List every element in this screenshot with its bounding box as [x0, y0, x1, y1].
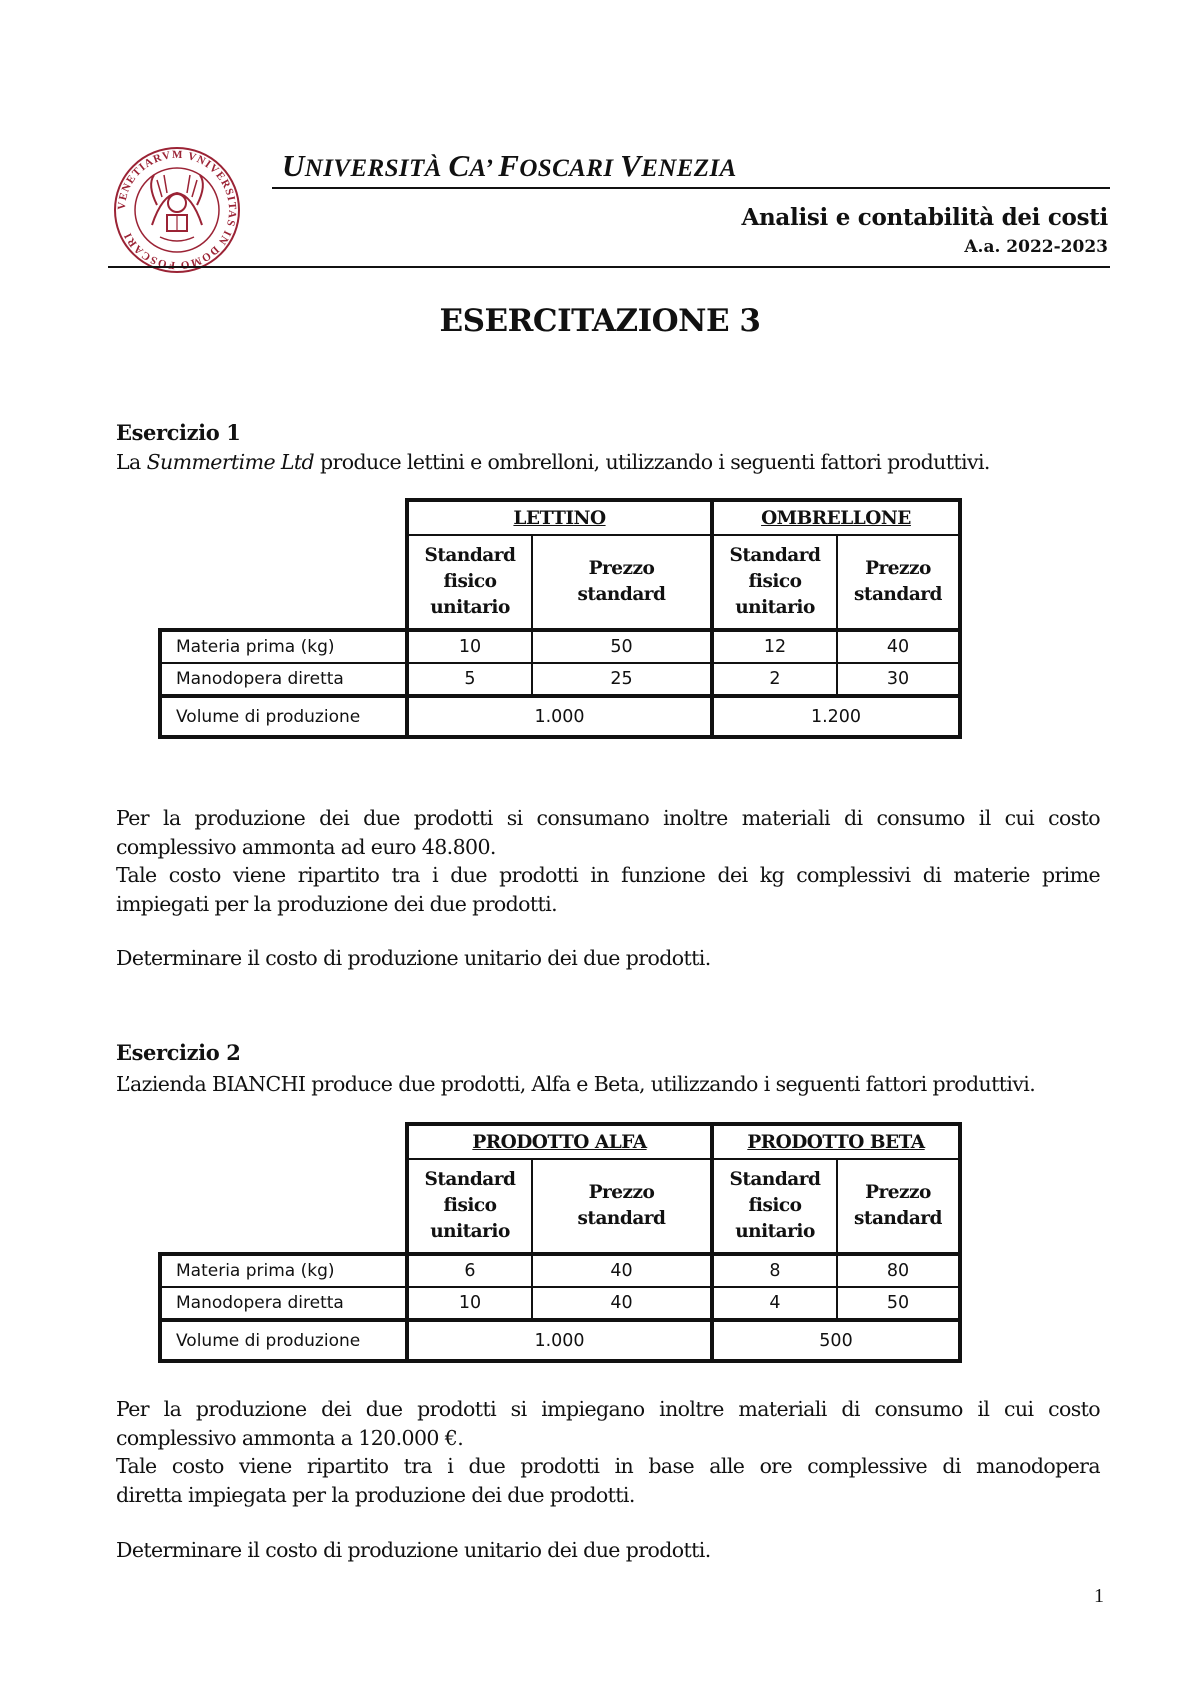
column-header: Standard fisico unitario	[424, 545, 516, 618]
table-cell: 1.000	[534, 706, 585, 727]
column-header: Prezzo standard	[577, 558, 666, 605]
paragraph-line: Tale costo viene ripartito tra i due prodotti in funzione dei kg complessivi di materie prime	[116, 863, 1100, 887]
column-header: Prezzo standard	[853, 1182, 942, 1229]
table-cell: 25	[610, 669, 633, 689]
table-cell: 30	[886, 669, 910, 689]
row-label: Materia prima (kg)	[176, 1261, 335, 1281]
row-label: Volume di produzione	[176, 706, 361, 727]
table-cell: 10	[458, 1293, 482, 1313]
paragraph-line: diretta impiegata per la produzione dei due prodotti.	[116, 1482, 635, 1507]
table-cell: 50	[610, 637, 633, 657]
group-header: LETTINO	[513, 507, 606, 529]
table-cell: 5	[464, 669, 476, 689]
header-rule-top	[272, 187, 1110, 189]
exercise-1-heading: Esercizio 1	[116, 420, 241, 445]
page-title: ESERCITAZIONE 3	[439, 303, 761, 339]
table-cell: 1.000	[534, 1330, 585, 1351]
paragraph-line: complessivo ammonta ad euro 48.800.	[116, 834, 496, 859]
exercise-2-heading: Esercizio 2	[116, 1040, 241, 1065]
title-rest: A’	[469, 155, 499, 182]
table-border	[958, 498, 962, 739]
exercise-2-intro: L’azienda BIANCHI produce due prodotti, Alfa e Beta, utilizzando i seguenti fattori produttivi.	[116, 1072, 1036, 1096]
group-header: PRODOTTO ALFA	[472, 1131, 647, 1153]
table-cell: 12	[763, 637, 787, 657]
paragraph-line: Per la produzione dei due prodotti si impiegano inoltre materiali di consumo il cui costo	[116, 1397, 1100, 1421]
table-cell: 8	[769, 1261, 781, 1281]
title-initial: F	[498, 148, 520, 183]
row-label: Manodopera diretta	[176, 1293, 344, 1313]
group-header: PRODOTTO BETA	[747, 1131, 925, 1153]
exercise-1-paragraph	[116, 804, 1100, 918]
svg-text:VENETIARVM VNIVERSITAS IN DOMO	[116, 149, 238, 271]
title-rest: OSCARI	[519, 155, 621, 182]
university-seal-logo	[112, 145, 242, 275]
exercise-2-paragraph	[116, 1395, 1100, 1509]
table-border	[158, 735, 962, 739]
page-number: 1	[1094, 1585, 1104, 1607]
university-title	[282, 148, 737, 184]
paragraph-line: Per la produzione dei due prodotti si consumano inoltre materiali di consumo il cui costo	[116, 806, 1100, 830]
column-header: Standard fisico unitario	[729, 1169, 821, 1242]
table-cell: 50	[886, 1293, 910, 1313]
column-header: Standard fisico unitario	[729, 545, 821, 618]
table-cell: 80	[886, 1261, 910, 1281]
table-border	[958, 1122, 962, 1363]
title-initial: V	[620, 148, 642, 183]
title-initial: U	[282, 148, 305, 183]
exercise-2-question: Determinare il costo di produzione unitario dei due prodotti.	[116, 1538, 711, 1562]
paragraph-line: complessivo ammonta a 120.000 €.	[116, 1425, 464, 1450]
paragraph-line: Tale costo viene ripartito tra i due prodotti in base alle ore complessive di manodopera	[116, 1454, 1100, 1478]
exercise-1-intro: La Summertime Ltd produce lettini e ombrelloni, utilizzando i seguenti fattori produttivi.	[116, 450, 990, 474]
header-rule-bottom	[108, 266, 1110, 268]
table-cell: 6	[464, 1261, 476, 1281]
table-cell: 40	[886, 637, 910, 657]
table-cell: 40	[610, 1261, 633, 1281]
exercise-1-question: Determinare il costo di produzione unitario dei due prodotti.	[116, 946, 711, 970]
title-initial: C	[448, 148, 470, 183]
table-cell: 1.200	[810, 706, 862, 727]
column-header: Prezzo standard	[853, 558, 942, 605]
row-label: Materia prima (kg)	[176, 637, 335, 657]
title-rest: NIVERSITÀ	[304, 155, 449, 182]
row-label: Manodopera diretta	[176, 669, 344, 689]
academic-year: A.a. 2022-2023	[964, 237, 1108, 257]
row-label: Volume di produzione	[176, 1330, 361, 1351]
title-rest: ENEZIA	[641, 155, 737, 182]
course-name: Analisi e contabilità dei costi	[741, 204, 1108, 231]
column-header: Standard fisico unitario	[424, 1169, 516, 1242]
group-header: OMBRELLONE	[761, 507, 911, 529]
table-cell: 4	[769, 1293, 781, 1313]
table-cell: 500	[819, 1330, 853, 1351]
table-cell: 2	[769, 669, 781, 689]
table-border	[158, 1359, 962, 1363]
table-cell: 40	[610, 1293, 633, 1313]
paragraph-line: impiegati per la produzione dei due prodotti.	[116, 891, 558, 916]
seal-text: VENETIARVM VNIVERSITAS IN DOMO FOSCARI	[115, 148, 239, 272]
column-header: Prezzo standard	[577, 1182, 666, 1229]
table-cell: 10	[458, 637, 482, 657]
